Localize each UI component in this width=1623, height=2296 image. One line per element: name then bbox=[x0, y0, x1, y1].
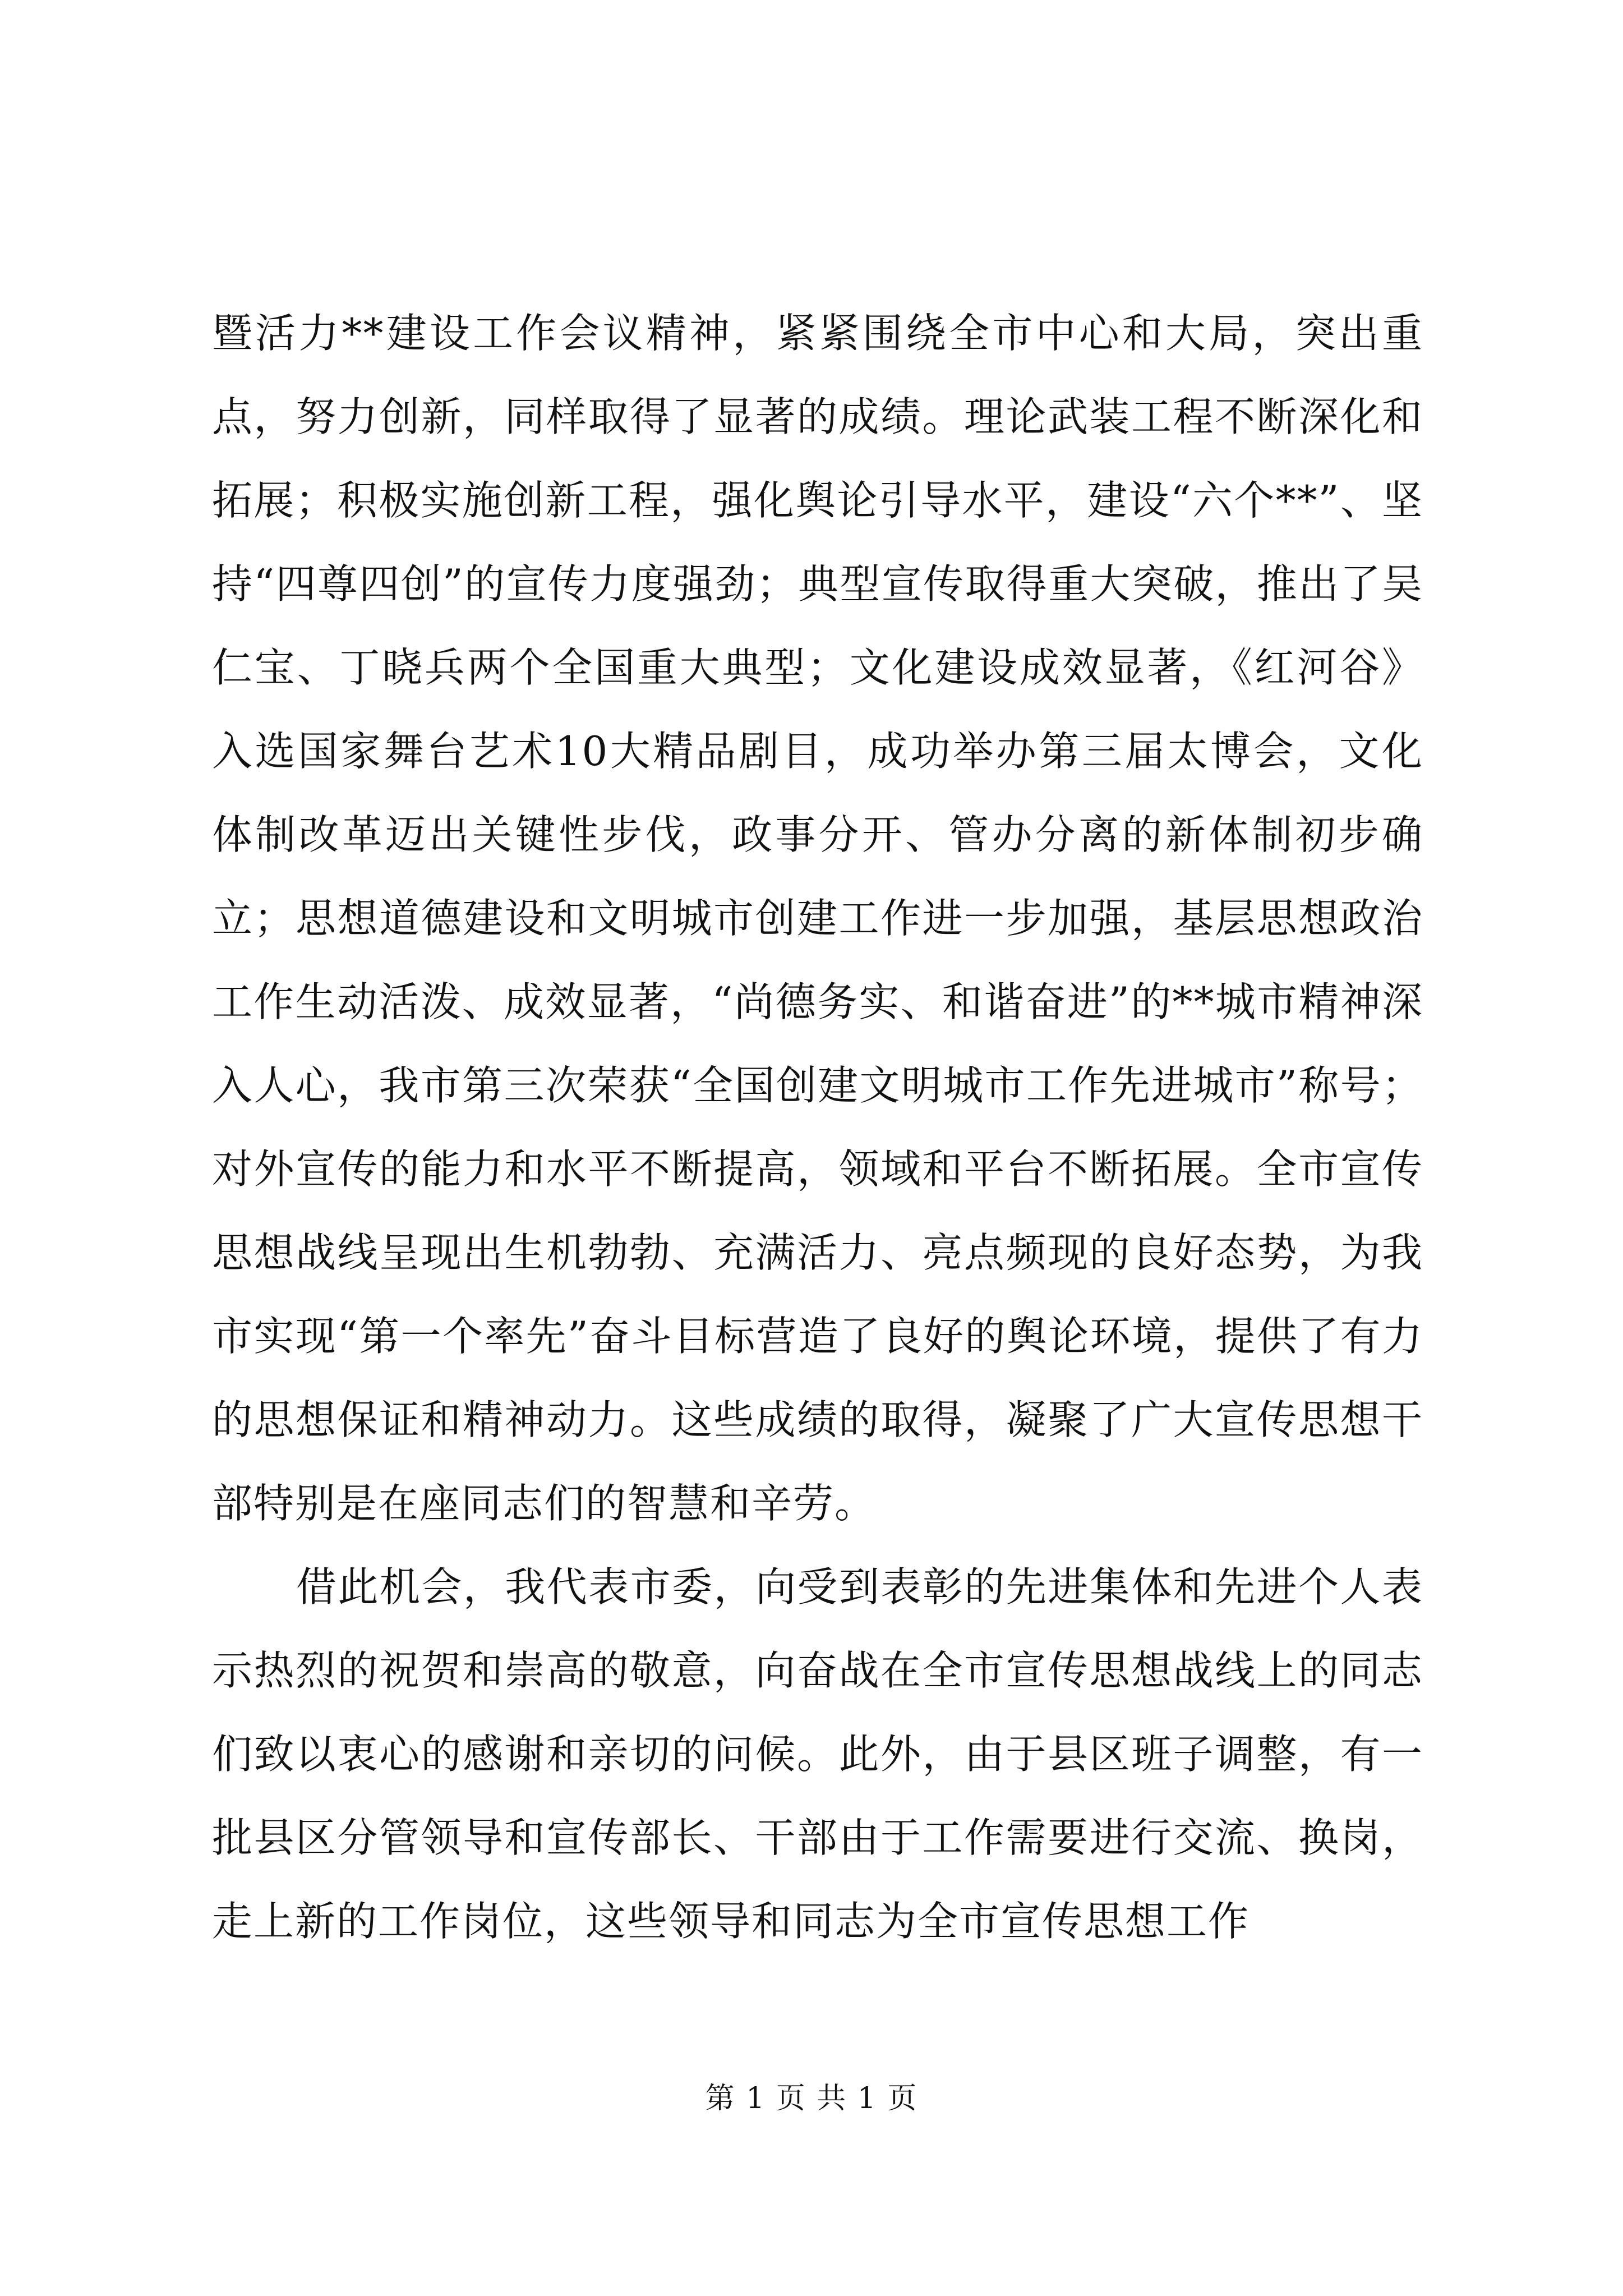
paragraph-gratitude: 借此机会，我代表市委，向受到表彰的先进集体和先进个人表示热烈的祝贺和崇高的敬意，向奋战在全市宣传思想战线上的同志们致以衷心的感谢和亲切的问候。此外，由于县区班子调整，有一批县区分管领导和宣传部长、干部由于工作需要进行交流、换岗，走上新的工作岗位，这些领导和同志为全市宣传思想工作 bbox=[212, 1563, 1423, 1945]
document-body bbox=[212, 292, 1423, 1963]
paragraph-achievements: 暨活力**建设工作会议精神，紧紧围绕全市中心和大局，突出重点，努力创新，同样取得了显著的成绩。理论武装工程不断深化和拓展；积极实施创新工程，强化舆论引导水平，建设“六个**”、坚持“四尊四创”的宣传力度强劲；典型宣传取得重大突破，推出了吴仁宝、丁晓兵两个全国重大典型；文化建设成效显著，《红河谷》入选国家舞台艺术10大精品剧目，成功举办第三届太博会，文化体制改革迈出关键性步伐，政事分开、管办分离的新体制初步确立；思想道德建设和文明城市创建工作进一步加强，基层思想政治工作生动活泼、成效显著，“尚德务实、和谐奋进”的**城市精神深入人心，我市第三次荣获“全国创建文明城市工作先进城市”称号；对外宣传的能力和水平不断提高，领域和平台不断拓展。全市宣传思想战线呈现出生机勃勃、充满活力、亮点频现的良好态势，为我市实现“第一个率先”奋斗目标营造了良好的舆论环境，提供了有力的思想保证和精神动力。这些成绩的取得，凝聚了广大宣传思想干部特别是在座同志们的智慧和辛劳。 bbox=[212, 310, 1423, 1527]
page-footer: 第 1 页 共 1 页 bbox=[705, 2082, 918, 2115]
